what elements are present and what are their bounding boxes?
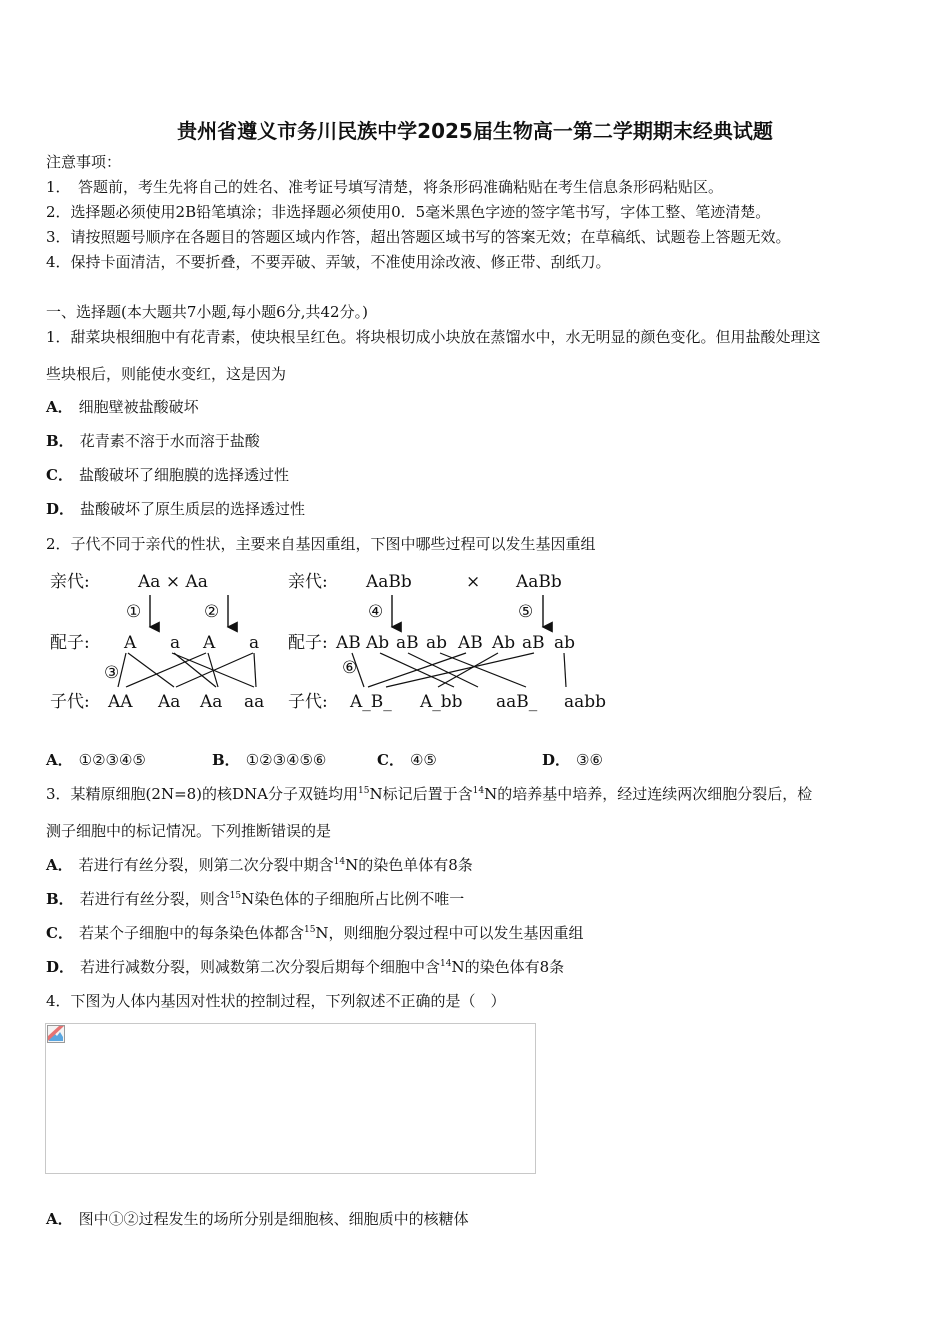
offspring: aa: [244, 692, 265, 712]
step-1-label: ①: [126, 602, 142, 622]
gamete-label: 配子:: [50, 633, 90, 653]
question-1-option-b: [46, 431, 260, 451]
option-label: B．: [46, 890, 74, 908]
parent-cross: Aa × Aa: [138, 572, 208, 592]
offspring: Aa: [158, 692, 181, 712]
question-3-option-b: [46, 889, 464, 909]
option-label: D．: [542, 751, 571, 769]
question-4-stem: 4．下图为人体内基因对性状的控制过程，下列叙述不正确的是（ ）: [46, 992, 506, 1010]
cross-symbol: ×: [466, 572, 481, 592]
offspring: aabb: [564, 692, 607, 712]
question-3-stem: [46, 784, 812, 804]
question-1-option-c: [46, 465, 289, 485]
option-text: 若某个子细胞中的每条染色体都含: [78, 924, 304, 942]
parent-genotype: AaBb: [516, 572, 562, 592]
gamete: AB: [458, 633, 483, 653]
step-5-label: ⑤: [518, 602, 534, 622]
option-text: N的染色体有8条: [451, 958, 565, 976]
offspring: A_B_: [350, 692, 392, 712]
question-1-option-d: [46, 499, 305, 519]
option-label: B．: [46, 432, 74, 450]
option-label: A．: [46, 398, 73, 416]
gamete-label: 配子:: [288, 633, 328, 653]
isotope-superscript: 14: [440, 959, 452, 969]
option-text: 若进行有丝分裂，则第二次分裂中期含: [78, 856, 334, 874]
option-text: 盐酸破坏了原生质层的选择透过性: [80, 500, 306, 518]
option-text: 花青素不溶于水而溶于盐酸: [79, 432, 260, 450]
option-label: C．: [377, 751, 404, 769]
option-text: ④⑤: [409, 751, 437, 769]
question-2-option-d: [542, 750, 603, 770]
question-1-stem-cont: 些块根后，则能使水变红，这是因为: [46, 365, 287, 383]
question-2-option-a: [46, 750, 146, 770]
section-heading: 一、选择题(本大题共7小题,每小题6分,共42分。): [46, 303, 368, 321]
option-label: D．: [46, 958, 75, 976]
gamete: A: [124, 633, 137, 653]
option-label: A．: [46, 856, 73, 874]
question-3-stem-cont: 测子细胞中的标记情况。下列推断错误的是: [46, 822, 332, 840]
question-2-option-b: [212, 750, 326, 770]
stem-text: 3．某精原细胞(2N=8)的核DNA分子双链均用: [46, 785, 359, 803]
question-2-option-c: [377, 750, 437, 770]
question-4-option-a: [46, 1209, 469, 1229]
broken-image-icon: [47, 1025, 65, 1043]
stem-text: N的培养基中培养，经过连续两次细胞分裂后，检: [484, 785, 813, 803]
genetics-diagram: [46, 565, 616, 720]
isotope-superscript: 14: [472, 786, 485, 796]
left-cross-lines: [118, 653, 256, 687]
isotope-superscript: 14: [333, 857, 346, 867]
option-label: A．: [46, 751, 73, 769]
offspring: Aa: [200, 692, 223, 712]
notice-item: 1． 答题前，考生先将自己的姓名、准考证号填写清楚，将条形码准确粘贴在考生信息条形码粘贴区。: [46, 178, 724, 196]
option-text: ①②③④⑤⑥: [245, 751, 327, 769]
step-3-label: ③: [104, 663, 120, 683]
gamete: aB: [522, 633, 545, 653]
question-1-stem: 1．甜菜块根细胞中有花青素，使块根呈红色。将块根切成小块放在蒸馏水中，水无明显的颜色变化。但用盐酸处理这: [46, 328, 821, 346]
right-cross-lines: [352, 653, 566, 687]
option-text: 盐酸破坏了细胞膜的选择透过性: [78, 466, 289, 484]
gamete: a: [170, 633, 181, 653]
question-2-stem: 2．子代不同于亲代的性状，主要来自基因重组，下图中哪些过程可以发生基因重组: [46, 535, 596, 553]
step-2-label: ②: [204, 602, 220, 622]
broken-image-placeholder: [45, 1023, 536, 1174]
option-text: 细胞壁被盐酸破坏: [78, 398, 199, 416]
option-text: 若进行减数分裂，则减数第二次分裂后期每个细胞中含: [80, 958, 441, 976]
isotope-superscript: 15: [229, 891, 242, 901]
gamete: ab: [554, 633, 576, 653]
option-text: ③⑥: [576, 751, 603, 769]
parent-label: 亲代:: [50, 572, 90, 592]
parent-label: 亲代:: [288, 572, 328, 592]
option-text: N染色体的子细胞所占比例不唯一: [241, 890, 465, 908]
option-text: N的染色单体有8条: [345, 856, 473, 874]
option-label: C．: [46, 924, 73, 942]
option-text: 若进行有丝分裂，则含: [79, 890, 230, 908]
offspring: aaB_: [496, 692, 538, 712]
stem-text: N标记后置于含: [369, 785, 473, 803]
option-text: N，则细胞分裂过程中可以发生基因重组: [315, 924, 584, 942]
step-6-label: ⑥: [342, 658, 358, 678]
page-title: 贵州省遵义市务川民族中学2025届生物高一第二学期期末经典试题: [177, 119, 773, 143]
isotope-superscript: 15: [303, 925, 316, 935]
isotope-superscript: 15: [358, 786, 370, 796]
notice-item: 4．保持卡面清洁，不要折叠，不要弄破、弄皱，不准使用涂改液、修正带、刮纸刀。: [46, 253, 611, 271]
question-3-option-a: [46, 855, 473, 875]
gamete: a: [249, 633, 260, 653]
option-text: ①②③④⑤: [78, 751, 146, 769]
offspring: AA: [108, 692, 133, 712]
gamete: Ab: [366, 633, 390, 653]
gamete: AB: [336, 633, 361, 653]
step-4-label: ④: [368, 602, 384, 622]
gamete: ab: [426, 633, 448, 653]
gamete: A: [203, 633, 216, 653]
question-3-option-c: [46, 923, 584, 943]
option-label: C．: [46, 466, 73, 484]
notice-item: 2．选择题必须使用2B铅笔填涂；非选择题必须使用0．5毫米黑色字迹的签字笔书写，字体工整、笔迹清楚。: [46, 203, 771, 221]
offspring-label: 子代:: [288, 692, 328, 712]
gamete: Ab: [492, 633, 516, 653]
question-1-option-a: [46, 397, 199, 417]
gamete: aB: [396, 633, 419, 653]
notice-heading: 注意事项：: [46, 153, 122, 171]
offspring-label: 子代:: [50, 692, 90, 712]
option-text: 图中①②过程发生的场所分别是细胞核、细胞质中的核糖体: [78, 1210, 469, 1228]
parent-genotype: AaBb: [366, 572, 412, 592]
offspring: A_bb: [420, 692, 463, 712]
notice-item: 3．请按照题号顺序在各题目的答题区域内作答，超出答题区域书写的答案无效；在草稿纸、试题卷上答题无效。: [46, 228, 791, 246]
question-3-option-d: [46, 957, 564, 977]
option-label: B．: [212, 751, 240, 769]
option-label: A．: [46, 1210, 73, 1228]
option-label: D．: [46, 500, 75, 518]
